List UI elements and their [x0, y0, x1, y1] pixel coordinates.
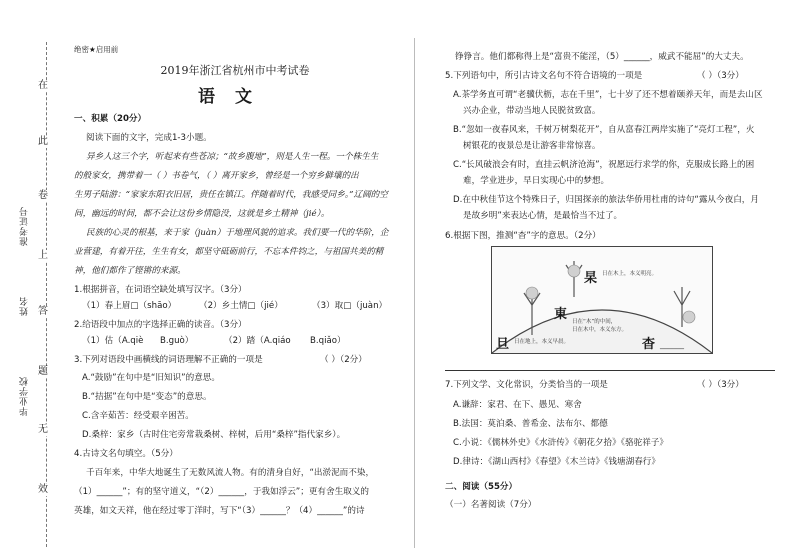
answer-blank[interactable]: ______ — [660, 340, 684, 349]
q7-option-d: D.律诗：《湖山西村》《春望》《木兰诗》《钱塘湖春行》 — [453, 457, 660, 467]
q5-option-d-cont: 是故乡明”来表达心情，是最恰当不过了。 — [463, 211, 623, 221]
binding-char: 无 — [38, 424, 48, 435]
subject-title: 语文 — [198, 87, 272, 107]
q7-score: （ ）（3分） — [697, 380, 744, 390]
section1-heading: 一、积累（20分） — [74, 114, 147, 124]
q3-option-b: B.“拮据”在句中是“变态”的意思。 — [82, 392, 212, 402]
fig-char-dong: 東 — [554, 307, 568, 322]
passage-line: 民族的心灵的根基，来于家（juàn）于地理风貌的追求。我们要一代的华阶，企 — [86, 228, 389, 238]
q5-score: （ ）（3分） — [697, 71, 744, 81]
character-evolution-figure — [491, 246, 713, 354]
question-2: 2.给语段中加点的字选择正确的读音。（3分） — [74, 320, 247, 330]
fig-char-gao: 杲 — [584, 271, 598, 286]
q4-line: 千百年来，中华大地诞生了无数风流人物。有的清身自好，“出淤泥而不染， — [86, 468, 375, 478]
q2-item: （2）踏（A.qiáo — [224, 336, 291, 346]
binding-char: 效 — [38, 484, 48, 495]
fig-note: 日在木中，本义东方。 — [572, 327, 628, 333]
passage-line: 异乡人这三个字，听起来有些苍凉；“故乡腹地”，则是人生一程。一个株生生 — [86, 152, 379, 162]
q1-item: （2）乡土情□（jié） — [199, 301, 283, 311]
binding-char: 此 — [38, 136, 48, 147]
exam-title: 2019年浙江省杭州市中考试卷 — [160, 64, 310, 77]
question-7: 7.下列文学、文化常识，分类恰当的一项是 — [445, 380, 608, 390]
fig-char-dan: 旦 — [496, 337, 510, 352]
binding-char: 题 — [38, 366, 48, 377]
q3-option-d: D.桑梓：家乡（古时住宅旁常栽桑树、梓树，后用“桑梓”指代家乡）。 — [82, 430, 346, 440]
binding-char: 上 — [38, 250, 48, 261]
question-1: 1.根据拼音，在词语空缺处填写汉字。（3分） — [74, 285, 247, 295]
fig-char-yao: 杳 — [642, 337, 656, 352]
q5-option-a-cont: 兴办企业，带动当地人民脱贫致富。 — [463, 106, 601, 116]
passage-line: 业营建，有着开往，生生有女，都坚守砥砺前行，不忘本件钧之，与祖国共美的精 — [74, 247, 384, 257]
binding-char: 卷 — [38, 190, 48, 201]
binding-char: 在 — [38, 80, 48, 91]
section2-heading: 二、阅读（55分） — [445, 482, 518, 492]
q4-line: 英雄，如文天祥，他在经过零丁洋时，写下“（3）______？（4）______”的诗 — [74, 506, 365, 516]
name-label: 姓名 — [20, 296, 30, 316]
column-divider — [414, 38, 415, 548]
question-3: 3.下列对语段中画横线的词语理解不正确的一项是 — [74, 355, 263, 365]
school-label: 毕业学校 — [20, 376, 30, 416]
q2-item: （1）估（A.qiè — [82, 336, 144, 346]
q5-option-c-cont: 难，学业进步，早日实现心中的梦想。 — [463, 176, 610, 186]
q5-option-a: A.茶学务直可谓“老骥伏枥，志在千里”，七十岁了还不想着颐养天年，而是去山区 — [453, 90, 763, 100]
separator-line — [445, 370, 775, 371]
q4-continuation: 铮铮言。他们都称得上是“富贵不能淫，（5）______，威武不能屈”的大丈夫。 — [455, 52, 749, 62]
passage-line: 生男子陆游：“家家东阳衣旧居，贵任在镇江。伴随着时代，我感受同乡。”辽阔的空 — [74, 190, 388, 200]
hill-trees-illustration — [492, 247, 712, 353]
q1-item: （1）春上眉□（shāo） — [82, 301, 177, 311]
question-4: 4.古诗文名句填空。（5分） — [74, 449, 178, 459]
binding-char: 答 — [38, 306, 48, 317]
q5-option-d: D.在中秋佳节这个特殊日子，归国探亲的旅法华侨用杜甫的诗句“露从今夜白，月 — [453, 195, 759, 205]
q5-option-b: B.“忽如一夜春风来，千树万树梨花开”，自从富春江两岸实施了“亮灯工程”，火 — [453, 125, 755, 135]
q7-option-b: B.法国：莫泊桑、普希金、法布尔、都德 — [453, 419, 608, 429]
passage-line: 的般家女，携带着一（ ）书卷气，（ ）离开家乡，曾经是一个穷乡僻壤的出 — [74, 171, 359, 181]
passage-line: 间，幽远的时间，都不会让这份乡情隐没，这就是乡土精神（jié）。 — [74, 209, 330, 219]
q1-item: （3）取□（juàn） — [312, 301, 388, 311]
secret-mark: 绝密★启用前 — [74, 45, 119, 54]
fig-note: 日在木上，本义明亮。 — [602, 271, 658, 277]
subsection-heading: （一）名著阅读（7分） — [445, 500, 537, 510]
fig-note: 日在地上，本义早晨。 — [514, 339, 570, 345]
q4-line: （1）______”；有的坚守道义，“（2）______，于我如浮云”；更有舍生取义的 — [74, 487, 369, 497]
q5-option-c: C.“长风破浪会有时，直挂云帆济沧海”，祝愿远行求学的你，克服成长路上的困 — [453, 160, 755, 170]
passage-intro: 阅读下面的文字，完成1-3小题。 — [86, 133, 212, 143]
q3-option-c: C.含辛茹苦：经受艰辛困苦。 — [82, 411, 194, 421]
fig-note: 日在“木”的中间， — [572, 319, 617, 325]
q3-option-a: A.“鼓励”在句中是“旧知识”的意思。 — [82, 373, 220, 383]
q7-option-a: A.谦辞：家君、在下、愚见、寒舍 — [453, 400, 582, 410]
passage-line: 神，他们都作了铿锵的来源。 — [74, 266, 186, 276]
q7-option-c: C.小说：《儒林外史》《水浒传》《朝花夕拾》《骆驼祥子》 — [453, 438, 668, 448]
q2-item: B.qiǎo） — [310, 336, 346, 346]
q2-item: B.guò） — [160, 336, 194, 346]
exam-id-label: 准考证号 — [20, 206, 30, 246]
binding-dashed-line — [46, 42, 47, 547]
q5-option-b-cont: 树银花的夜景总是让游客非常惊喜。 — [463, 141, 601, 151]
question-6: 6.根据下图，推测“杳”字的意思。（2分） — [445, 231, 601, 241]
q3-score: （ ）（2分） — [320, 355, 367, 365]
question-5: 5.下列语句中，所引古诗文名句不符合语境的一项是 — [445, 71, 643, 81]
